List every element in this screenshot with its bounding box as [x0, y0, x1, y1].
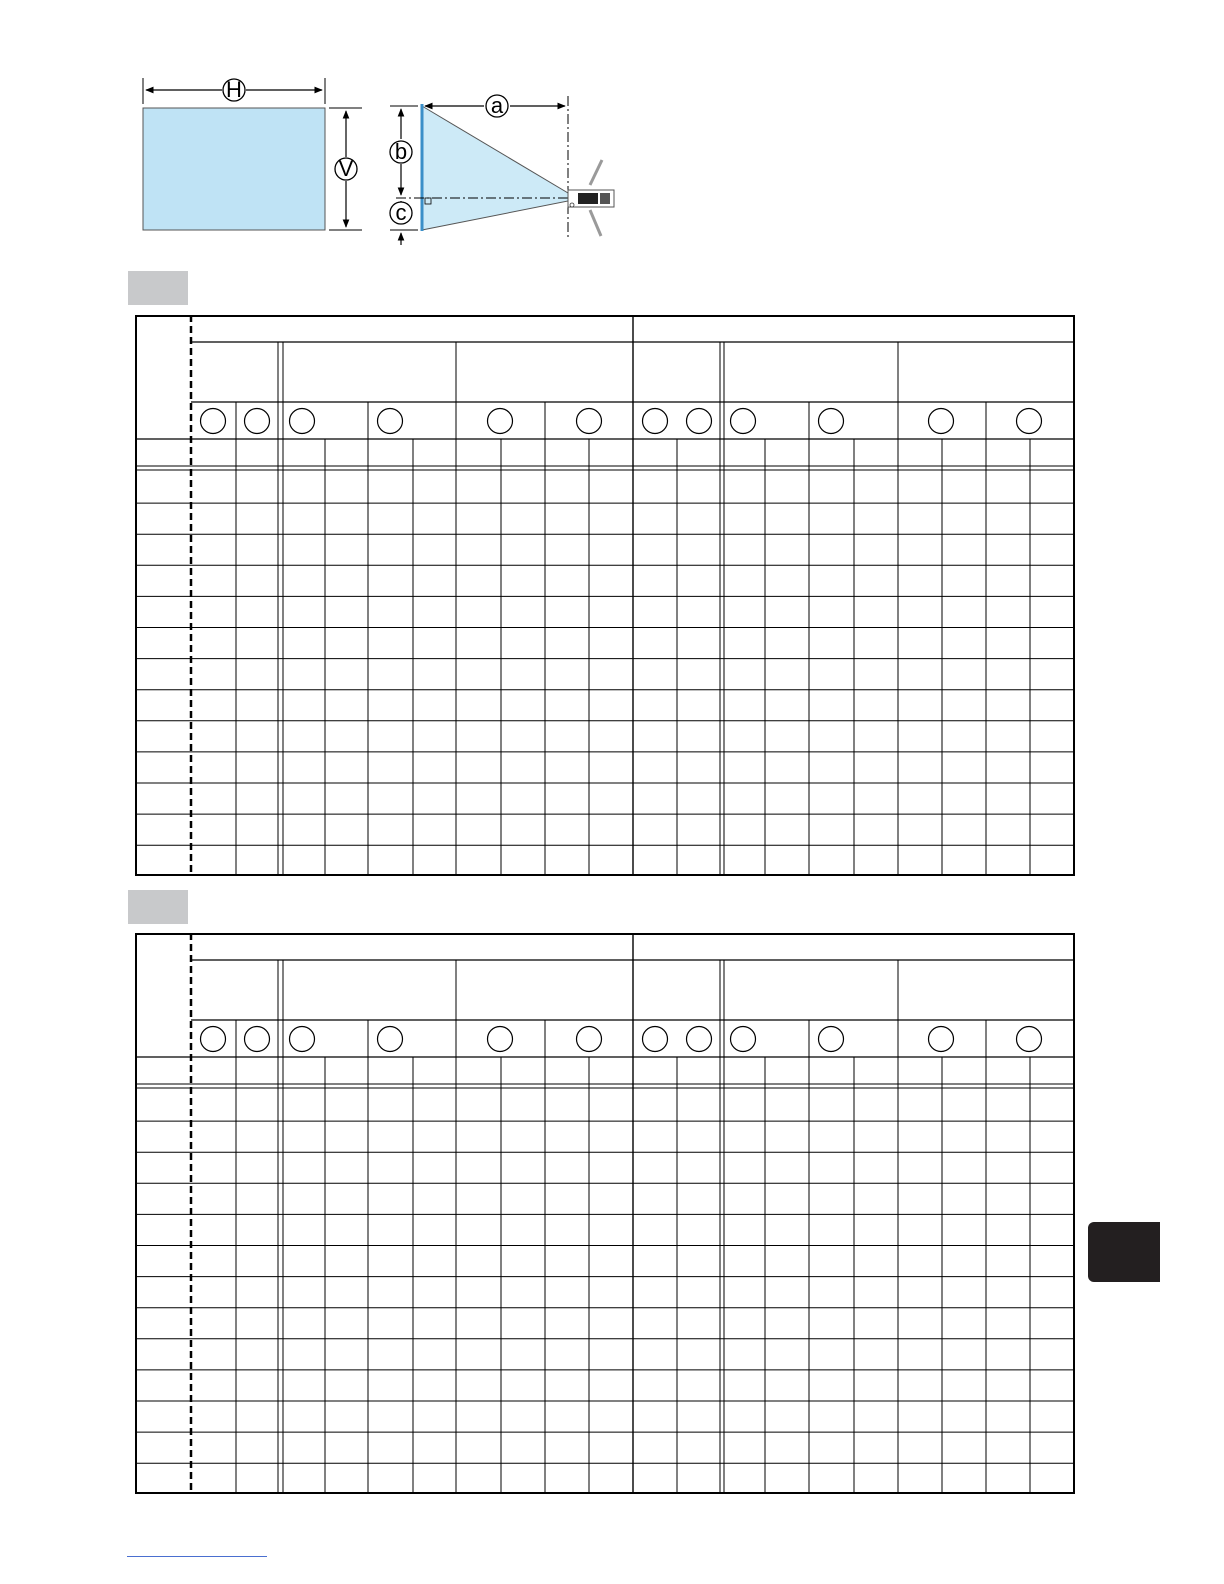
svg-text:a: a	[490, 93, 504, 118]
a-dimension-label	[486, 93, 508, 118]
header-circle-icon	[643, 1027, 668, 1052]
screen-front-view	[143, 77, 362, 230]
svg-text:c: c	[395, 200, 407, 225]
header-circle-icon	[488, 409, 513, 434]
header-circle-icon	[488, 1027, 513, 1052]
b-dimension-label	[390, 139, 412, 164]
projection-diagram	[0, 0, 700, 260]
header-circle-icon	[577, 1027, 602, 1052]
chapter-side-tab	[1088, 1222, 1160, 1282]
svg-text:V: V	[338, 156, 354, 181]
c-dimension-label	[390, 200, 412, 225]
header-circle-icon	[929, 409, 954, 434]
header-circle-icon	[245, 1027, 270, 1052]
section-marker-1	[128, 271, 188, 305]
header-circle-icon	[929, 1027, 954, 1052]
header-circle-icon	[819, 1027, 844, 1052]
header-circle-icon	[201, 409, 226, 434]
header-circle-icon	[290, 409, 315, 434]
header-circle-icon	[378, 1027, 403, 1052]
header-circle-icon	[577, 409, 602, 434]
projection-side-view	[390, 93, 614, 245]
table-grid	[135, 315, 1075, 876]
header-circle-icon	[687, 1027, 712, 1052]
header-circle-icon	[643, 409, 668, 434]
header-circle-icon	[731, 409, 756, 434]
projection-table-2	[135, 933, 1075, 1494]
table-grid	[135, 933, 1075, 1494]
h-dimension-label	[223, 77, 245, 102]
section-marker-2	[128, 890, 188, 924]
header-circle-icon	[290, 1027, 315, 1052]
header-circle-icon	[245, 409, 270, 434]
v-dimension-label	[335, 156, 357, 181]
svg-text:b: b	[394, 139, 408, 164]
projector-icon	[568, 160, 614, 236]
projection-table-1	[135, 315, 1075, 876]
header-circle-icon	[731, 1027, 756, 1052]
header-circle-icon	[378, 409, 403, 434]
header-circle-icon	[819, 409, 844, 434]
header-circle-icon	[201, 1027, 226, 1052]
header-circle-icon	[1017, 1027, 1042, 1052]
header-circle-icon	[1017, 409, 1042, 434]
header-circle-icon	[687, 409, 712, 434]
svg-text:H: H	[226, 77, 242, 102]
footer-link[interactable]	[127, 1556, 267, 1557]
